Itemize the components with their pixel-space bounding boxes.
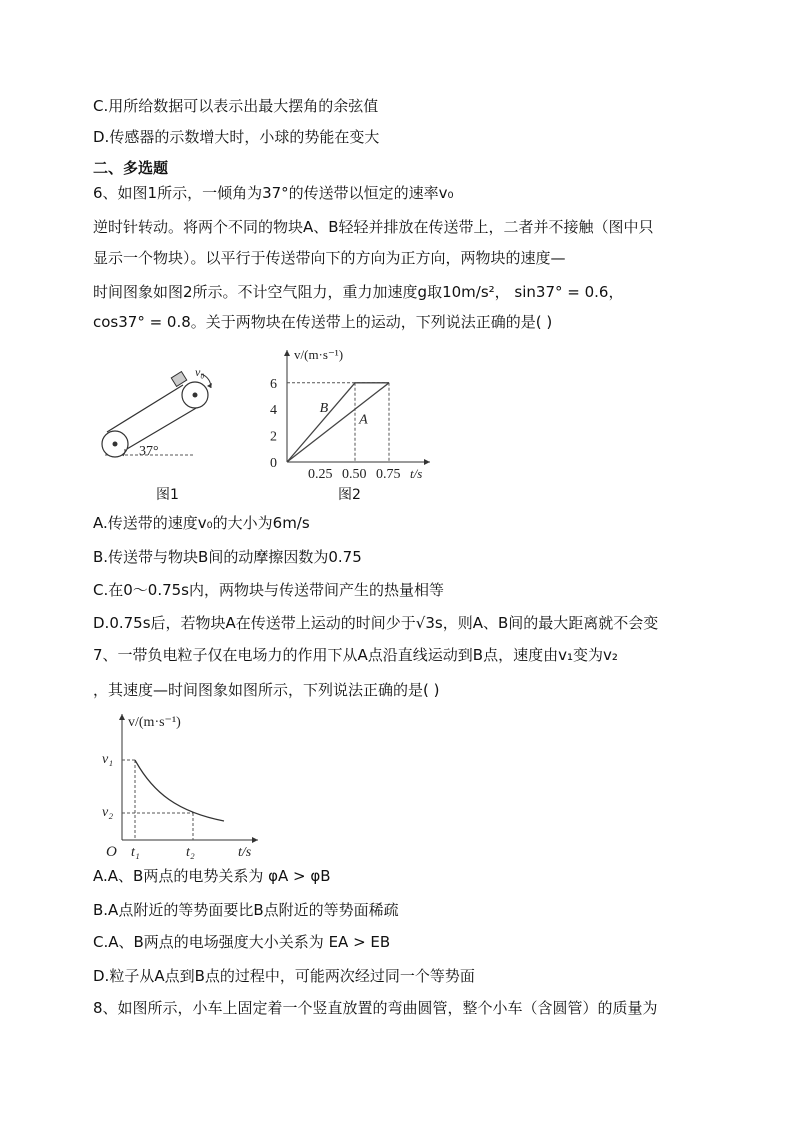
q6-stem-line5: cos37° = 0.8。关于两物块在传送带上的运动，下列说法正确的是( ) <box>93 313 553 331</box>
q7-stem-line2: ，其速度—时间图象如图所示，下列说法正确的是( ) <box>93 681 440 699</box>
fig1-angle-label: 37° <box>139 444 159 459</box>
q7-xlabel: t/s <box>238 845 252 860</box>
fig2-xtick-label: 0.25 <box>308 467 333 482</box>
q7-v2-label: v₂ <box>102 805 114 820</box>
fig2-series-a <box>287 383 389 462</box>
q7-t2-label: t₂ <box>186 845 195 860</box>
q7-option-c: C.A、B两点的电场强度大小关系为 EA > EB <box>93 933 391 951</box>
fig2-xtick-label: 0.50 <box>342 467 367 482</box>
q6-option-a: A.传送带的速度v₀的大小为6m/s <box>93 514 310 532</box>
q6-option-c: C.在0～0.75s内，两物块与传送带间产生的热量相等 <box>93 581 445 599</box>
q7-option-d: D.粒子从A点到B点的过程中，可能两次经过同一个等势面 <box>93 967 475 985</box>
section-heading: 二、多选题 <box>93 159 169 177</box>
q7-option-b: B.A点附近的等势面要比B点附近的等势面稀疏 <box>93 901 399 919</box>
q7-vt-graph <box>98 708 278 868</box>
q7-origin-label: O <box>106 844 117 860</box>
q7-v1-label: v₁ <box>102 752 114 767</box>
q6-stem-line1: 6、如图1所示，一倾角为37°的传送带以恒定的速率v₀ <box>93 184 454 202</box>
fig2-series-b-label: B <box>319 400 329 416</box>
q7-velocity-curve <box>135 760 224 821</box>
q6-figure1-conveyor <box>95 360 225 470</box>
fig2-ytick-label: 2 <box>270 429 277 445</box>
q5-option-d: D.传感器的示数增大时，小球的势能在变大 <box>93 128 380 146</box>
fig2-xtick-label: 0.75 <box>376 467 401 482</box>
q6-stem-line3: 显示一个物块）。以平行于传送带向下的方向为正方向，两物块的速度— <box>93 249 566 267</box>
fig2-ylabel: v/(m·s⁻¹) <box>294 347 344 362</box>
q6-option-d: D.0.75s后，若物块A在传送带上运动的时间少于√3s，则A、B间的最大距离就不会变 <box>93 614 659 632</box>
fig2-ytick-label: 0 <box>270 456 277 471</box>
fig1-caption: 图1 <box>156 487 179 503</box>
q5-option-c: C.用所给数据可以表示出最大摆角的余弦值 <box>93 97 379 115</box>
fig2-xlabel: t/s <box>410 466 423 481</box>
q7-option-a: A.A、B两点的电势关系为 φA > φB <box>93 867 331 885</box>
q8-stem-line1: 8、如图所示，小车上固定着一个竖直放置的弯曲圆管，整个小车（含圆管）的质量为 <box>93 999 658 1017</box>
q6-stem-line4: 时间图象如图2所示。不计空气阻力，重力加速度g取10m/s²， sin37° = 0.6， <box>93 283 624 301</box>
fig2-series-a-label: A <box>359 412 368 428</box>
fig2-ytick-label: 4 <box>270 403 277 419</box>
q6-figure2-vt-graph <box>260 342 440 482</box>
q7-t1-label: t₁ <box>131 845 140 860</box>
q7-ylabel: v/(m·s⁻¹) <box>128 715 181 730</box>
q6-option-b: B.传送带与物块B间的动摩擦因数为0.75 <box>93 548 362 566</box>
q6-stem-line2: 逆时针转动。将两个不同的物块A、B轻轻并排放在传送带上，二者并不接触（图中只 <box>93 218 654 236</box>
fig1-v0-label: v₀ <box>195 365 205 379</box>
q7-stem-line1: 7、一带负电粒子仅在电场力的作用下从A点沿直线运动到B点，速度由v₁变为v₂ <box>93 646 618 664</box>
fig2-caption: 图2 <box>338 487 361 503</box>
fig2-ytick-label: 6 <box>270 376 277 392</box>
